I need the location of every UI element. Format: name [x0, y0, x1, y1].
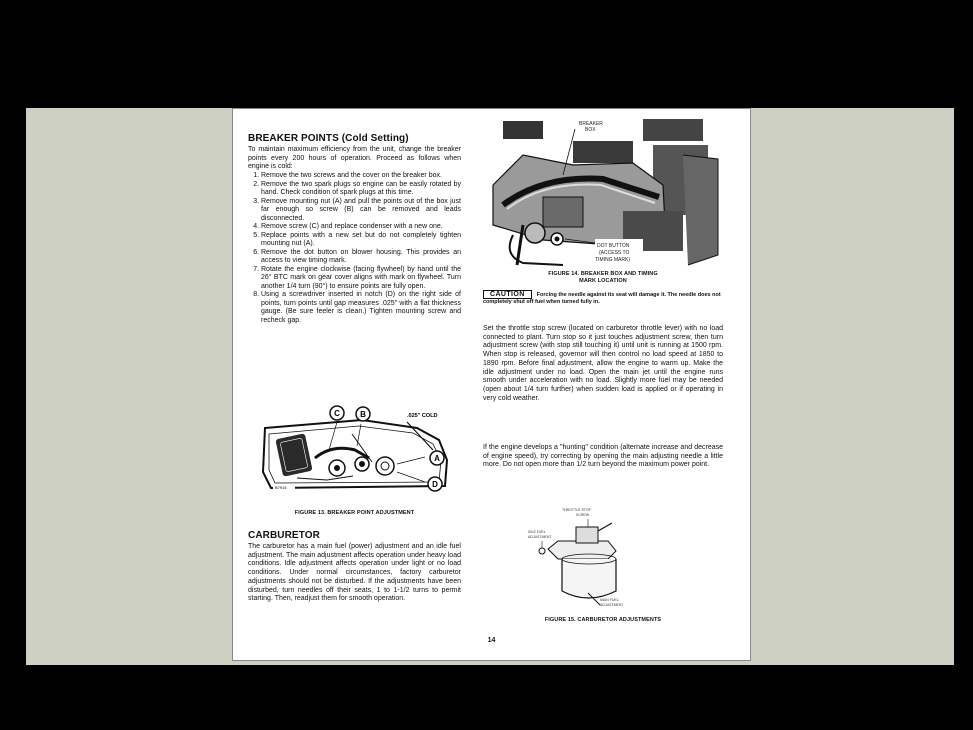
- left-column: [248, 133, 461, 325]
- gap-note: .025" COLD: [407, 413, 438, 419]
- svg-text:A: A: [434, 454, 440, 463]
- step-item: 6. Remove the dot button on blower housing. This provides an access to view timing mark.: [261, 249, 461, 266]
- svg-text:B: B: [360, 410, 366, 419]
- breaker-label: BREAKER: [579, 121, 603, 127]
- svg-text:D: D: [432, 480, 438, 489]
- callout-d: [428, 477, 442, 491]
- step-item: 4. Remove screw (C) and replace condenser with a new one.: [261, 223, 461, 232]
- breaker-points-intro: To maintain maximum efficiency from the unit, change the breaker points every 200 hours of operation. Proceed as follows when engine is cold:: [248, 146, 461, 171]
- step-item: 8. Using a screwdriver inserted in notch (D) on the right side of points, turn points until gap measures .025" with a flat thickness gauge. (Be sure feeler is clean.) Tighten mounting screw and recheck gap.: [261, 291, 461, 325]
- idle-fuel-adjustment-label: ADJUSTMENT: [528, 535, 552, 539]
- callout-a: [430, 451, 444, 465]
- throttle-stop-screw-label: SCREW: [576, 513, 590, 517]
- carburetor-section: [248, 530, 461, 604]
- dot-button-label: DOT BUTTON: [597, 243, 630, 249]
- breaker-box-photo: [483, 115, 723, 267]
- carburetor-heading: CARBURETOR: [248, 530, 320, 541]
- caution-label: CAUTION: [483, 290, 532, 299]
- main-fuel-adjustment-label: ADJUSTMENT: [600, 603, 624, 607]
- figure-13-caption: FIGURE 13. BREAKER POINT ADJUSTMENT: [294, 510, 415, 516]
- idle-fuel-label: IDLE FUEL: [528, 530, 546, 534]
- figure-15-caption: FIGURE 15. CARBURETOR ADJUSTMENTS: [544, 617, 662, 623]
- step-item: 5. Replace points with a new set but do not completely tighten mounting nut (A).: [261, 232, 461, 249]
- main-fuel-label: MAIN FUEL: [600, 598, 619, 602]
- breaker-points-heading: BREAKER POINTS (Cold Setting): [248, 133, 409, 144]
- figure-code: B7915: [275, 485, 287, 490]
- breaker-point-diagram: [257, 402, 457, 497]
- carburetor-body: The carburetor has a main fuel (power) adjustment and an idle fuel adjustment. The main adjustment affects operation under heavy load conditions. Idle adjustment affects operation under light or no load conditions. Under normal circumstances, factory carburetor adjustments should not be disturbed. If the adjustments have been disturbed, turn needles off their seats, 1 to 1-1/2 turns to permit starting. Then, readjust them for smooth operation.: [248, 543, 461, 603]
- caution-text: Forcing the needle against its seat will damage it. The needle does not completely shut off fuel when turned fully in.: [483, 292, 721, 305]
- callout-c: [330, 406, 344, 420]
- page-number: 14: [487, 637, 496, 644]
- throttle-adjustment-text: Set the throttle stop screw (located on carburetor throttle lever) with no load connected to plant. Turn stop so it just touches adjustment screw, then turn adjustment screw (with stop still touching it) until unit is running at 1500 rpm. When stop is released, governor will then control no load speed at 1850 to 1890 rpm. Before final adjustment, allow the engine to warm up. Make the idle adjustment under no load. Open the main jet until the engine runs smooth under acceleration with no load. Slightly more fuel may be needed (open about 1/4 turn further) when sudden load is applied or if operating in very cold weather.: [483, 325, 723, 402]
- manual-page: [232, 108, 751, 661]
- step-item: 1. Remove the two screws and the cover on the breaker box.: [261, 172, 461, 181]
- step-item: 3. Remove mounting nut (A) and pull the points out of the box just far enough so screw (B) can be removed and leads disconnected.: [261, 198, 461, 224]
- caution-notice: [483, 290, 723, 306]
- throttle-stop-label: THROTTLE STOP: [562, 508, 591, 512]
- hunting-condition-text: If the engine develops a "hunting" condition (alternate increase and decrease of engine speed), try correcting by opening the main adjusting needle a little more. Do not open more than 1/2 turn beyond the maximum power point.: [483, 444, 723, 469]
- svg-text:C: C: [334, 409, 340, 418]
- breaker-points-steps: [248, 172, 461, 325]
- dot-button-timing: TIMING MARK): [595, 257, 630, 263]
- dot-button-access: (ACCESS TO: [599, 250, 630, 256]
- carburetor-diagram: [528, 501, 648, 611]
- step-item: 7. Rotate the engine clockwise (facing flywheel) by hand until the 26° BTC mark on gear cover aligns with mark on flywheel. Turn another 1/4 turn (90°) to ensure points are fully open.: [261, 266, 461, 292]
- step-item: 2. Remove the two spark plugs so engine can be easily rotated by hand. Check condition of spark plugs at this time.: [261, 181, 461, 198]
- figure-14-caption: FIGURE 14. BREAKER BOX AND TIMING MARK LOCATION: [548, 271, 658, 284]
- callout-b: [356, 407, 370, 421]
- box-label: BOX: [585, 127, 596, 133]
